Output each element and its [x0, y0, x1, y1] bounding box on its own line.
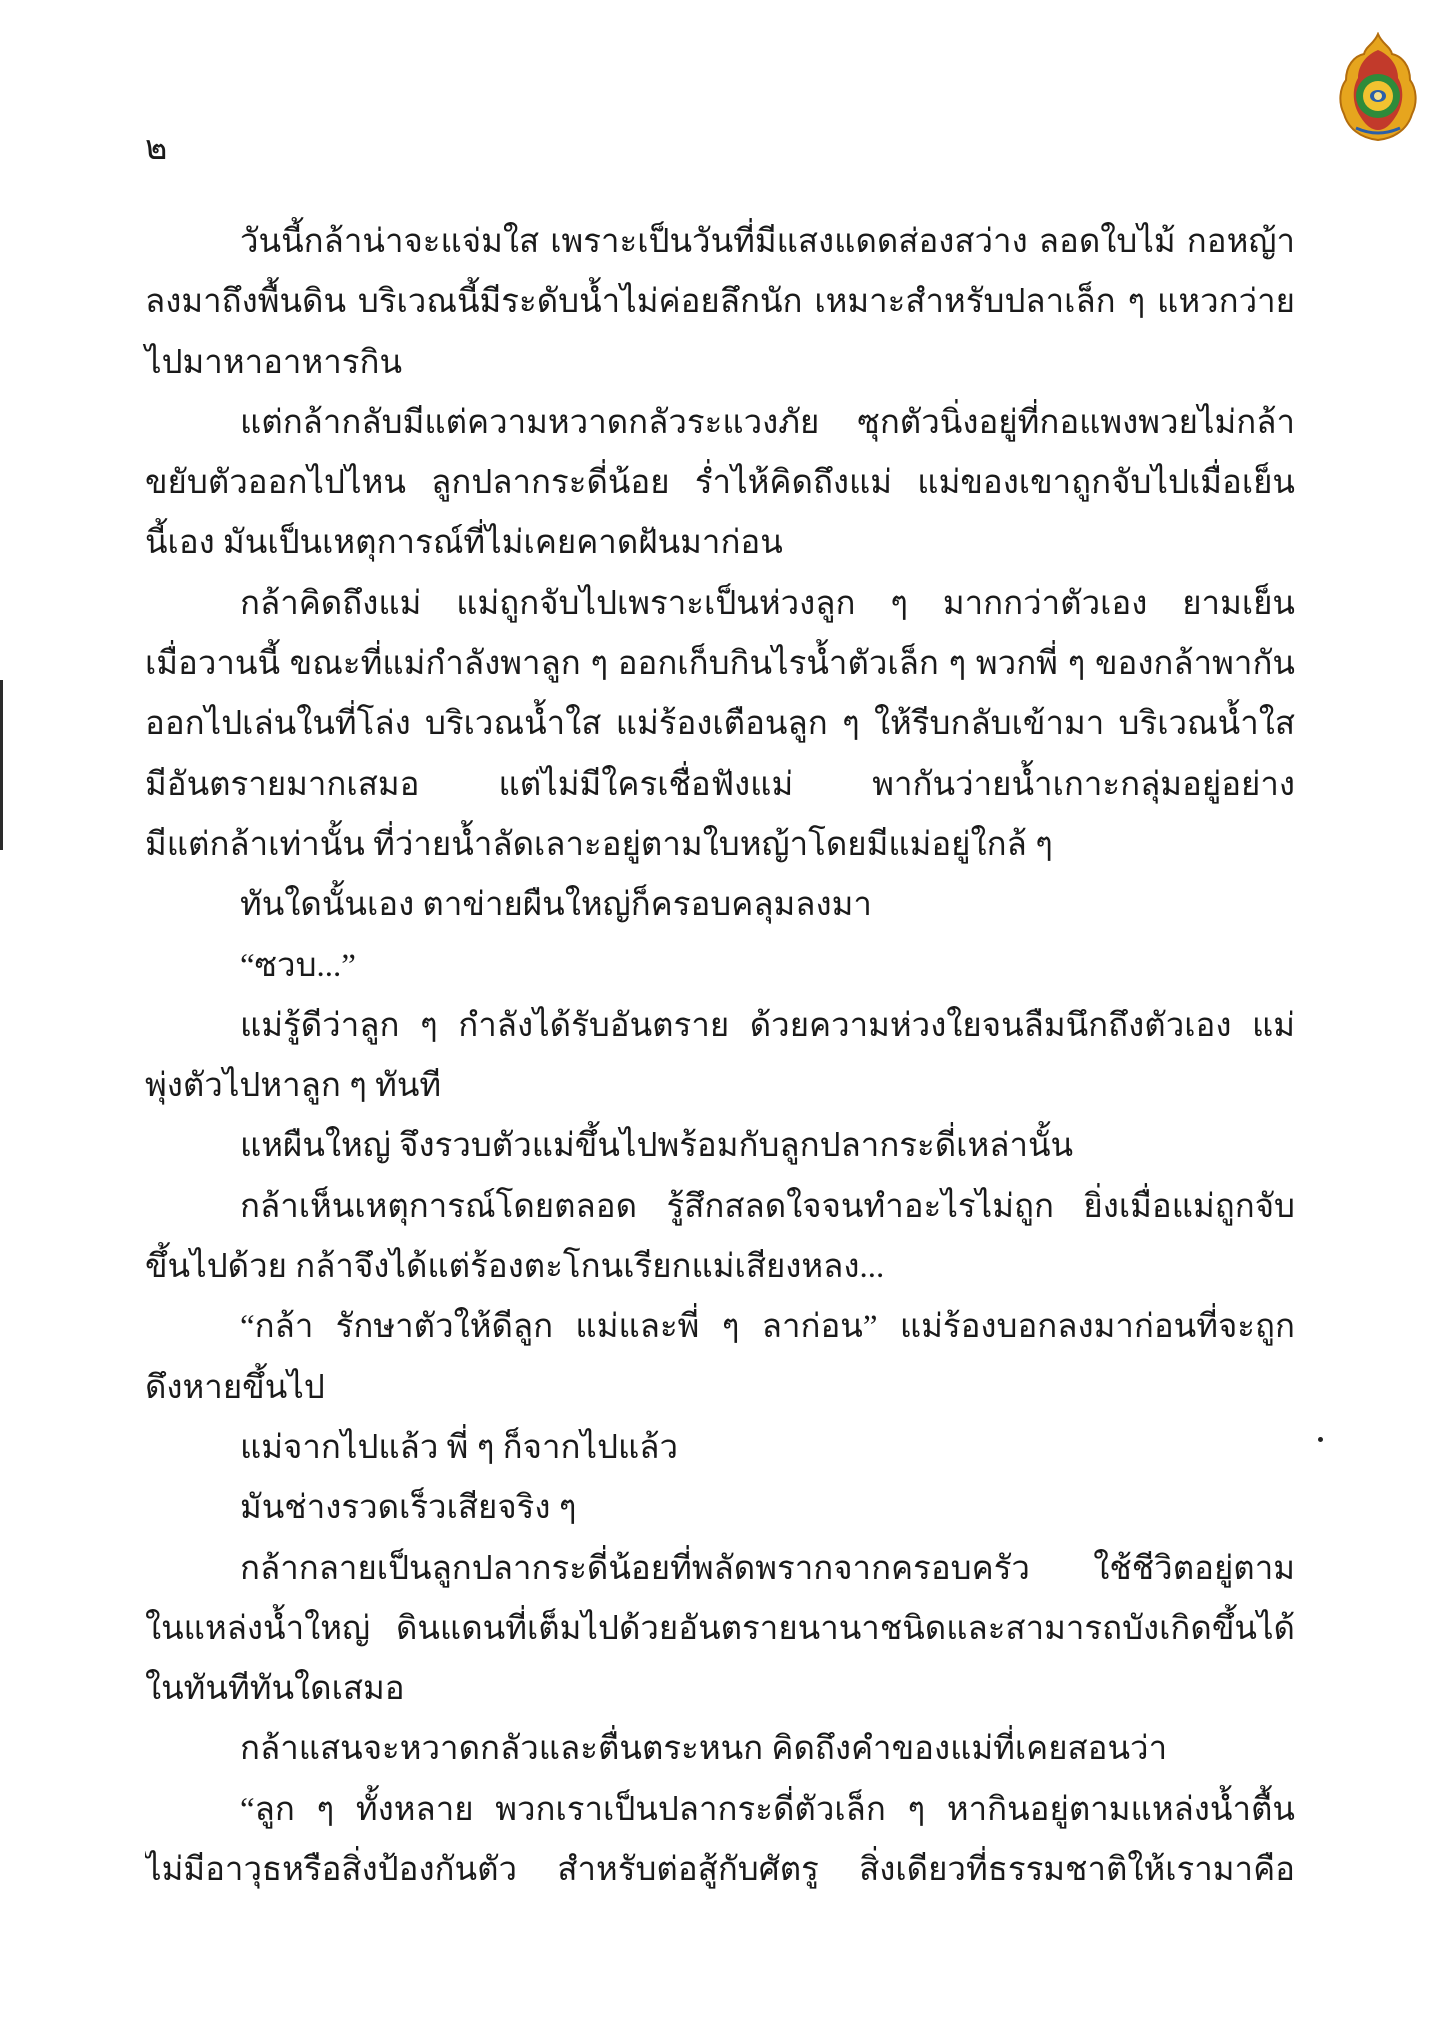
text-line: เมื่อวานนี้ ขณะที่แม่กำลังพาลูก ๆ ออกเก็บกินไรน้ำตัวเล็ก ๆ พวกพี่ ๆ ของกล้าพากัน: [145, 646, 1295, 683]
text-line: กล้าคิดถึงแม่ แม่ถูกจับไปเพราะเป็นห่วงลูก ๆ มากกว่าตัวเอง ยามเย็น: [240, 585, 1295, 622]
scan-margin-mark: [0, 680, 3, 850]
text-line: แหผืนใหญ่ จึงรวบตัวแม่ขึ้นไปพร้อมกับลูกปลากระดี่เหล่านั้น: [240, 1128, 1074, 1165]
text-line: นี้เอง มันเป็นเหตุการณ์ที่ไม่เคยคาดฝันมาก่อน: [145, 525, 783, 562]
text-line: กล้ากลายเป็นลูกปลากระดี่น้อยที่พลัดพรากจากครอบครัว ใช้ชีวิตอยู่ตาม: [240, 1550, 1295, 1587]
text-line: วันนี้กล้าน่าจะแจ่มใส เพราะเป็นวันที่มีแสงแดดส่องสว่าง ลอดใบไม้ กอหญ้า: [240, 224, 1295, 260]
text-line: ในแหล่งน้ำใหญ่ ดินแดนที่เต็มไปด้วยอันตรายนานาชนิดและสามารถบังเกิดขึ้นได้: [145, 1610, 1295, 1647]
text-line: ทันใดนั้นเอง ตาข่ายผืนใหญ่ก็ครอบคลุมลงมา: [240, 887, 872, 924]
text-line: ขยับตัวออกไปไหน ลูกปลากระดี่น้อย ร่ำไห้คิดถึงแม่ แม่ของเขาถูกจับไปเมื่อเย็น: [145, 465, 1295, 502]
text-line: แม่รู้ดีว่าลูก ๆ กำลังได้รับอันตราย ด้วยความห่วงใยจนลืมนึกถึงตัวเอง แม่: [240, 1007, 1295, 1044]
text-line: ไม่มีอาวุธหรือสิ่งป้องกันตัว สำหรับต่อสู้กับศัตรู สิ่งเดียวที่ธรรมชาติให้เรามาคือ: [145, 1852, 1295, 1889]
text-line: ออกไปเล่นในที่โล่ง บริเวณน้ำใส แม่ร้องเตือนลูก ๆ ให้รีบกลับเข้ามา บริเวณน้ำใส: [145, 706, 1295, 743]
text-line: กล้าเห็นเหตุการณ์โดยตลอด รู้สึกสลดใจจนทำอะไรไม่ถูก ยิ่งเมื่อแม่ถูกจับ: [240, 1188, 1295, 1225]
story-body: [145, 212, 1295, 1900]
page-number: ๒: [145, 130, 168, 167]
text-line: แม่จากไปแล้ว พี่ ๆ ก็จากไปแล้ว: [240, 1429, 679, 1466]
text-line: “ลูก ๆ ทั้งหลาย พวกเราเป็นปลากระดี่ตัวเล็ก ๆ หากินอยู่ตามแหล่งน้ำตื้น: [240, 1791, 1295, 1828]
text-line: กล้าแสนจะหวาดกลัวและตื่นตระหนก คิดถึงคำของแม่ที่เคยสอนว่า: [240, 1731, 1168, 1768]
text-line: “กล้า รักษาตัวให้ดีลูก แม่และพี่ ๆ ลาก่อน” แม่ร้องบอกลงมาก่อนที่จะถูก: [240, 1309, 1295, 1346]
text-line: “ซวบ...”: [240, 947, 356, 984]
text-line: พุ่งตัวไปหาลูก ๆ ทันที: [145, 1068, 442, 1105]
thai-emblem-logo-icon: [1336, 32, 1420, 142]
text-line: ไปมาหาอาหารกิน: [145, 344, 403, 381]
text-line: ลงมาถึงพื้นดิน บริเวณนี้มีระดับน้ำไม่ค่อยลึกนัก เหมาะสำหรับปลาเล็ก ๆ แหวกว่าย: [145, 284, 1295, 321]
text-line: ดึงหายขึ้นไป: [145, 1369, 325, 1406]
text-line: มีอันตรายมากเสมอ แต่ไม่มีใครเชื่อฟังแม่ พากันว่ายน้ำเกาะกลุ่มอยู่อย่าง: [145, 766, 1295, 803]
scan-speck: [1318, 1437, 1323, 1442]
text-line: มีแต่กล้าเท่านั้น ที่ว่ายน้ำลัดเลาะอยู่ตามใบหญ้าโดยมีแม่อยู่ใกล้ ๆ: [145, 826, 1053, 863]
text-line: แต่กล้ากลับมีแต่ความหวาดกลัวระแวงภัย ซุกตัวนิ่งอยู่ที่กอแพงพวยไม่กล้า: [240, 404, 1295, 441]
text-line: ในทันทีทันใดเสมอ: [145, 1671, 405, 1708]
text-line: มันช่างรวดเร็วเสียจริง ๆ: [240, 1490, 577, 1527]
text-line: ขึ้นไปด้วย กล้าจึงได้แต่ร้องตะโกนเรียกแม่เสียงหลง...: [145, 1249, 885, 1286]
